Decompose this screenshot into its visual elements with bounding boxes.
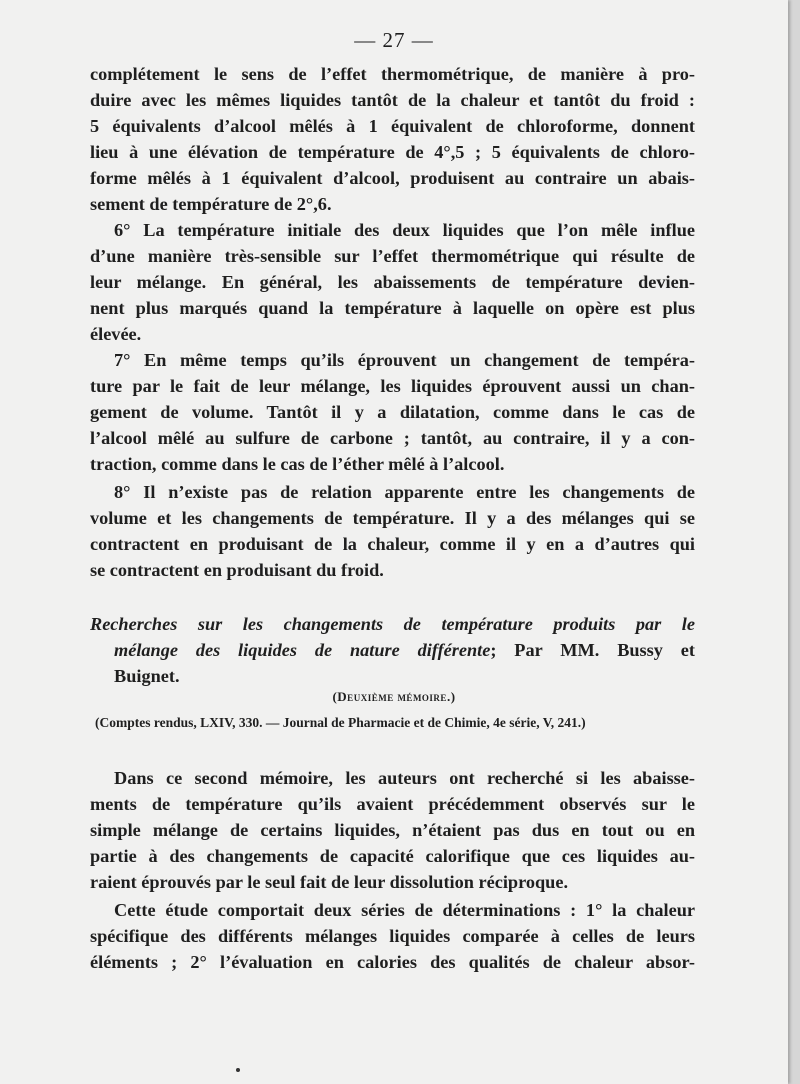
ink-speck [236,1068,240,1072]
memoir-label: (Deuxième mémoire.) [332,689,456,704]
text-line: 6° La température initiale des deux liquides que l’on mêle influe [114,220,695,240]
text-line: éléments ; 2° l’évaluation en calories des qualités de chaleur absor- [90,952,695,972]
page-number: — 27 — [354,28,434,52]
article-title-line: Buignet. [114,666,180,686]
text-line: lieu à une élévation de température de 4°,5 ; 5 équivalents de chloro- [90,142,695,162]
text-line: 7° En même temps qu’ils éprouvent un changement de tempéra- [114,350,695,370]
text-line: simple mélange de certains liquides, n’étaient pas dus en tout ou en [90,820,695,840]
text-line: 8° Il n’existe pas de relation apparente entre les changements de [114,482,695,502]
text-line: ments de température qu’ils avaient précédemment observés sur le [90,794,695,814]
text-line: Cette étude comportait deux séries de déterminations : 1° la chaleur [114,900,695,920]
text-line: d’une manière très-sensible sur l’effet thermométrique qui résulte de [90,246,695,266]
text-line: spécifique des différents mélanges liquides comparée à celles de leurs [90,926,695,946]
text-line: duire avec les mêmes liquides tantôt de la chaleur et tantôt du froid : [90,90,695,110]
text-line: volume et les changements de température. Il y a des mélanges qui se [90,508,695,528]
text-line: se contractent en produisant du froid. [90,560,384,580]
text-line: contractent en produisant de la chaleur, comme il y en a d’autres qui [90,534,695,554]
text-line: élevée. [90,324,142,344]
text-line: complétement le sens de l’effet thermométrique, de manière à pro- [90,64,695,84]
text-line: l’alcool mêlé au sulfure de carbone ; tantôt, au contraire, il y a con- [90,428,695,448]
text-line: gement de volume. Tantôt il y a dilatation, comme dans le cas de [90,402,695,422]
text-line: ture par le fait de leur mélange, les liquides éprouvent aussi un chan- [90,376,695,396]
text-line: sement de température de 2°,6. [90,194,332,214]
text-line: Dans ce second mémoire, les auteurs ont recherché si les abaisse- [114,768,695,788]
text-line: nent plus marqués quand la température à laquelle on opère est plus [90,298,695,318]
article-title-line: Recherches sur les changements de température produits par le [90,614,695,634]
source-citation: (Comptes rendus, LXIV, 330. — Journal de Pharmacie et de Chimie, 4e série, V, 241.) [95,715,586,730]
article-title-line [114,637,695,663]
text-line: traction, comme dans le cas de l’éther mêlé à l’alcool. [90,454,505,474]
article-title-italic: mélange des liquides de nature différente [114,640,491,660]
text-line: raient éprouvés par le seul fait de leur dissolution réciproque. [90,872,569,892]
text-line: partie à des changements de capacité calorifique que ces liquides au- [90,846,695,866]
text-line: forme mêlés à 1 équivalent d’alcool, produisent au contraire un abais- [90,168,695,188]
text-line: leur mélange. En général, les abaissements de température devien- [90,272,695,292]
text-line: 5 équivalents d’alcool mêlés à 1 équivalent de chloroforme, donnent [90,116,695,136]
article-authors: ; Par MM. Bussy et [490,640,695,660]
